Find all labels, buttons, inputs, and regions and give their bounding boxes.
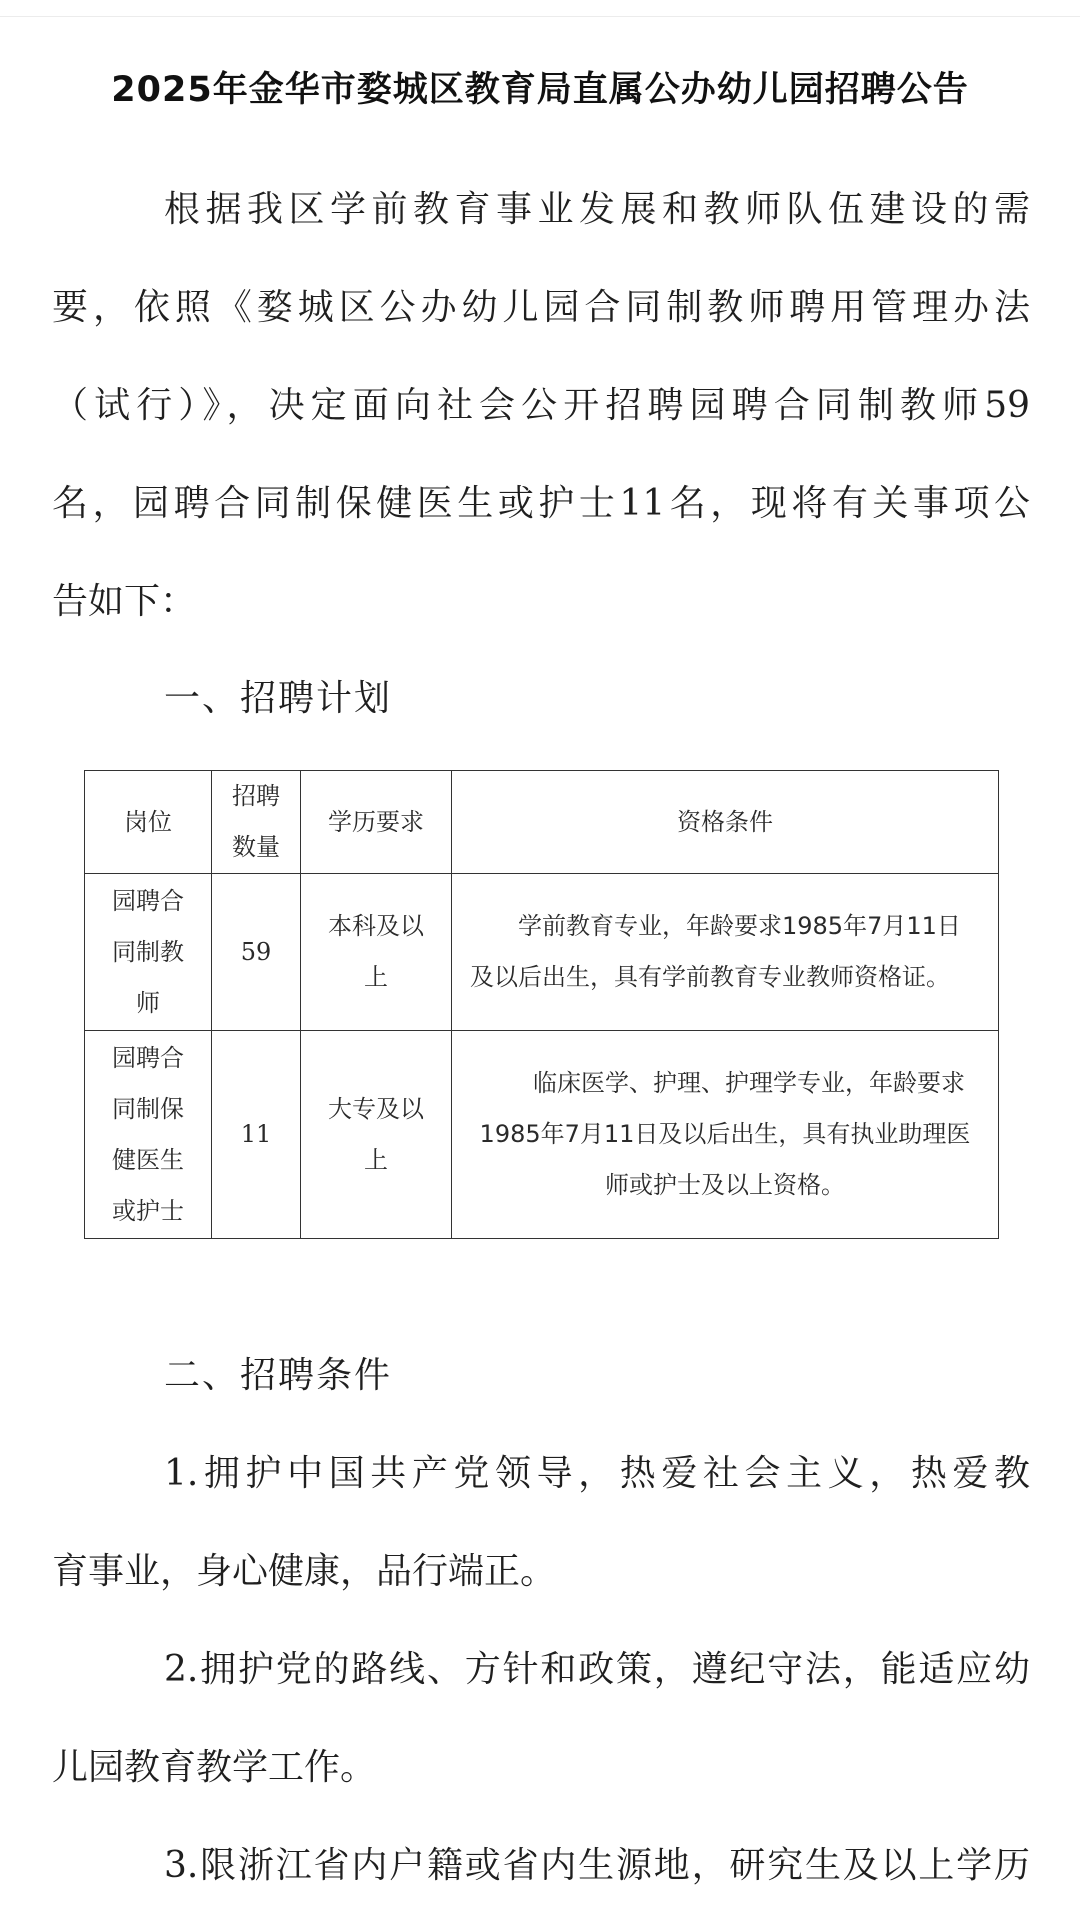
table-row	[85, 874, 999, 1031]
condition-2-line-2: 儿园教育教学工作。	[52, 1747, 377, 1788]
condition-2-line-1: 2.拥护党的路线、方针和政策，遵纪守法，能适应幼	[164, 1649, 1030, 1690]
table-header-row	[85, 771, 999, 874]
header-count-line-2: 数量	[232, 833, 280, 861]
section-heading-conditions: 二、招聘条件	[164, 1355, 393, 1396]
header-position: 岗位	[85, 771, 212, 874]
condition-1-line-1: 1.拥护中国共产党领导，热爱社会主义，热爱教	[164, 1453, 1030, 1494]
cell-position-line: 园聘合	[112, 1043, 184, 1072]
cell-qualification-line: 临床医学、护理、护理学专业，年龄要求	[533, 1069, 965, 1097]
header-education: 学历要求	[301, 771, 452, 874]
cell-qualification-line: 学前教育专业，年龄要求1985年7月11日	[518, 912, 961, 940]
cell-position-line: 或护士	[112, 1196, 184, 1225]
cell-count: 11	[212, 1031, 301, 1239]
cell-qualification-line: 1985年7月11日及以后出生，具有执业助理医	[479, 1120, 971, 1148]
cell-education-line: 大专及以	[328, 1094, 424, 1123]
header-qualification: 资格条件	[452, 771, 999, 874]
cell-education-line: 上	[364, 1145, 388, 1174]
page-title: 2025年金华市婺城区教育局直属公办幼儿园招聘公告	[111, 70, 969, 110]
header-count	[212, 771, 301, 874]
table-row	[85, 1031, 999, 1239]
cell-position-line: 同制教	[112, 937, 184, 966]
cell-qualification	[452, 874, 999, 1031]
cell-education	[301, 874, 452, 1031]
intro-line-5: 告如下：	[52, 581, 197, 622]
intro-line-4: 名，园聘合同制保健医生或护士11名，现将有关事项公	[52, 483, 1030, 524]
condition-3-line-1: 3.限浙江省内户籍或省内生源地，研究生及以上学历	[164, 1845, 1030, 1886]
cell-position-line: 师	[136, 988, 160, 1017]
cell-position	[85, 1031, 212, 1239]
cell-qualification	[452, 1031, 999, 1239]
header-count-line-1: 招聘	[232, 782, 280, 810]
cell-qualification-line: 及以后出生，具有学前教育专业教师资格证。	[470, 963, 950, 991]
intro-line-1: 根据我区学前教育事业发展和教师队伍建设的需	[164, 189, 1030, 230]
cell-qualification-line: 师或护士及以上资格。	[605, 1171, 845, 1199]
section-heading-plan: 一、招聘计划	[164, 678, 393, 719]
cell-education-line: 上	[364, 963, 388, 991]
cell-education-line: 本科及以	[328, 912, 424, 940]
intro-line-3: （试行）》，决定面向社会公开招聘园聘合同制教师59	[52, 385, 1030, 426]
cell-position	[85, 874, 212, 1031]
cell-position-line: 园聘合	[112, 886, 184, 915]
condition-1-line-2: 育事业，身心健康，品行端正。	[52, 1551, 557, 1592]
cell-education	[301, 1031, 452, 1239]
cell-position-line: 同制保	[112, 1094, 184, 1123]
cell-count: 59	[212, 874, 301, 1031]
intro-line-2: 要，依照《婺城区公办幼儿园合同制教师聘用管理办法	[52, 287, 1030, 328]
recruitment-plan-table	[84, 770, 999, 1239]
cell-position-line: 健医生	[112, 1145, 184, 1174]
